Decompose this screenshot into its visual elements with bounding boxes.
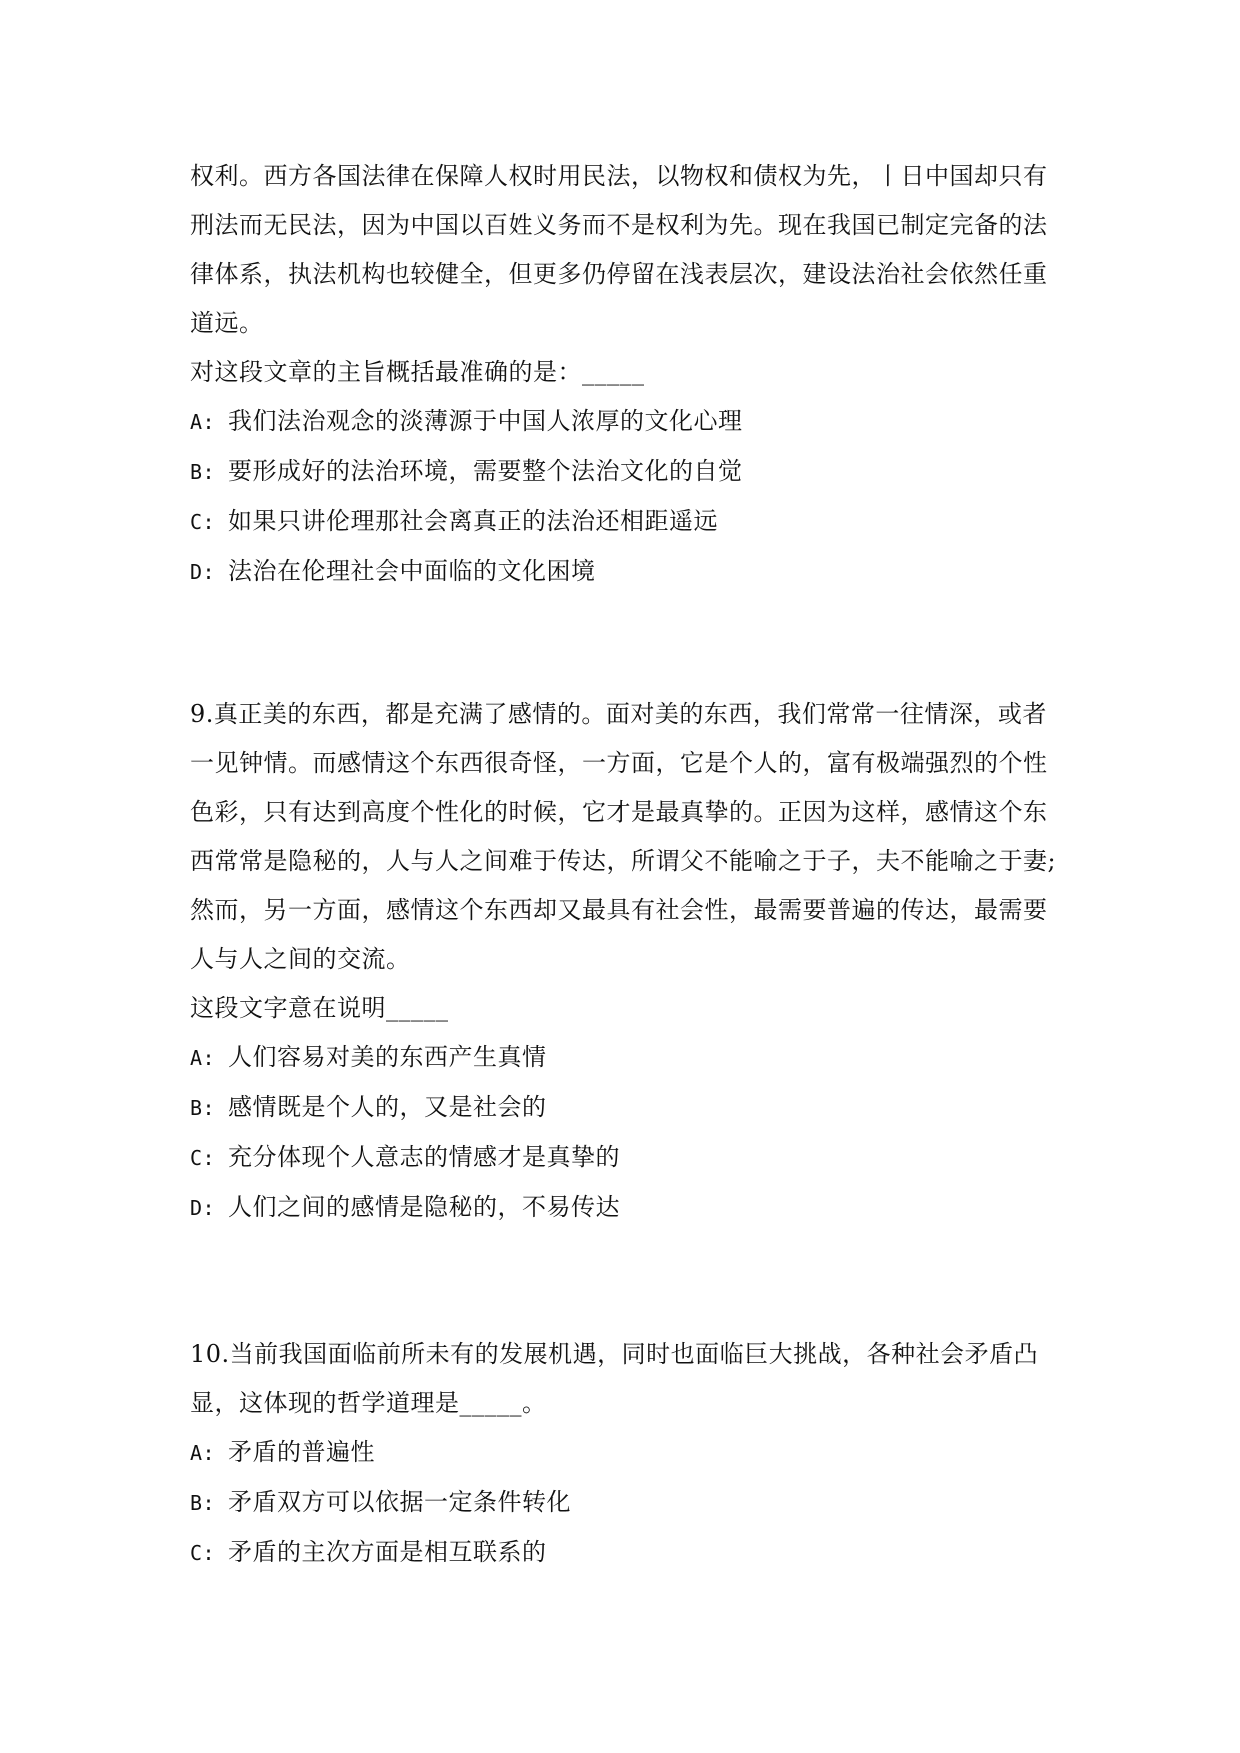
option-a bbox=[190, 397, 1060, 447]
question-9 bbox=[190, 690, 1060, 1233]
passage-text: 权利。西方各国法律在保障人权时用民法，以物权和债权为先，丨日中国却只有刑法而无民法，因为中国以百姓义务而不是权利为先。现在我国已制定完备的法律体系，执法机构也较健全，但更多仍停留在浅表层次，建设法治社会依然任重道远。 bbox=[190, 162, 1048, 337]
option-letter: C: bbox=[190, 1146, 216, 1170]
option-d bbox=[190, 547, 1060, 597]
option-b bbox=[190, 1083, 1060, 1133]
question-prompt: 这段文字意在说明_____ bbox=[190, 994, 449, 1022]
question-10 bbox=[190, 1330, 1060, 1578]
option-text: 我们法治观念的淡薄源于中国人浓厚的文化心理 bbox=[228, 407, 743, 435]
option-b bbox=[190, 447, 1060, 497]
option-text: 法治在伦理社会中面临的文化困境 bbox=[228, 557, 596, 585]
option-text: 充分体现个人意志的情感才是真挚的 bbox=[228, 1143, 620, 1171]
option-text: 矛盾的普遍性 bbox=[228, 1438, 375, 1466]
question-prompt: 对这段文章的主旨概括最准确的是：_____ bbox=[190, 358, 645, 386]
option-letter: D: bbox=[190, 1196, 216, 1220]
option-letter: B: bbox=[190, 1491, 216, 1515]
option-letter: A: bbox=[190, 1046, 216, 1070]
option-b bbox=[190, 1478, 1060, 1528]
option-letter: A: bbox=[190, 410, 216, 434]
option-text: 人们之间的感情是隐秘的，不易传达 bbox=[228, 1193, 620, 1221]
option-text: 如果只讲伦理那社会离真正的法治还相距遥远 bbox=[228, 507, 718, 535]
option-text: 感情既是个人的，又是社会的 bbox=[228, 1093, 547, 1121]
option-a bbox=[190, 1033, 1060, 1083]
option-a bbox=[190, 1428, 1060, 1478]
option-letter: D: bbox=[190, 560, 216, 584]
option-text: 人们容易对美的东西产生真情 bbox=[228, 1043, 547, 1071]
option-letter: B: bbox=[190, 1096, 216, 1120]
option-text: 要形成好的法治环境，需要整个法治文化的自觉 bbox=[228, 457, 743, 485]
question-8-continuation bbox=[190, 152, 1060, 597]
option-text: 矛盾的主次方面是相互联系的 bbox=[228, 1538, 547, 1566]
question-text: 9.真正美的东西，都是充满了感情的。面对美的东西，我们常常一往情深，或者一见钟情。而感情这个东西很奇怪，一方面，它是个人的，富有极端强烈的个性色彩，只有达到高度个性化的时候，它才是最真挚的。正因为这样，感情这个东西常常是隐秘的，人与人之间难于传达，所谓父不能喻之于子，夫不能喻之于妻;然而，另一方面，感情这个东西却又最具有社会性，最需要普遍的传达，最需要人与人之间的交流。 bbox=[190, 700, 1057, 973]
option-letter: C: bbox=[190, 510, 216, 534]
option-c bbox=[190, 1528, 1060, 1578]
option-c bbox=[190, 1133, 1060, 1183]
option-letter: C: bbox=[190, 1541, 216, 1565]
option-letter: B: bbox=[190, 460, 216, 484]
option-letter: A: bbox=[190, 1441, 216, 1465]
option-c bbox=[190, 497, 1060, 547]
option-text: 矛盾双方可以依据一定条件转化 bbox=[228, 1488, 571, 1516]
question-text: 10.当前我国面临前所未有的发展机遇，同时也面临巨大挑战，各种社会矛盾凸显，这体现的哲学道理是_____。 bbox=[190, 1340, 1039, 1417]
option-d bbox=[190, 1183, 1060, 1233]
